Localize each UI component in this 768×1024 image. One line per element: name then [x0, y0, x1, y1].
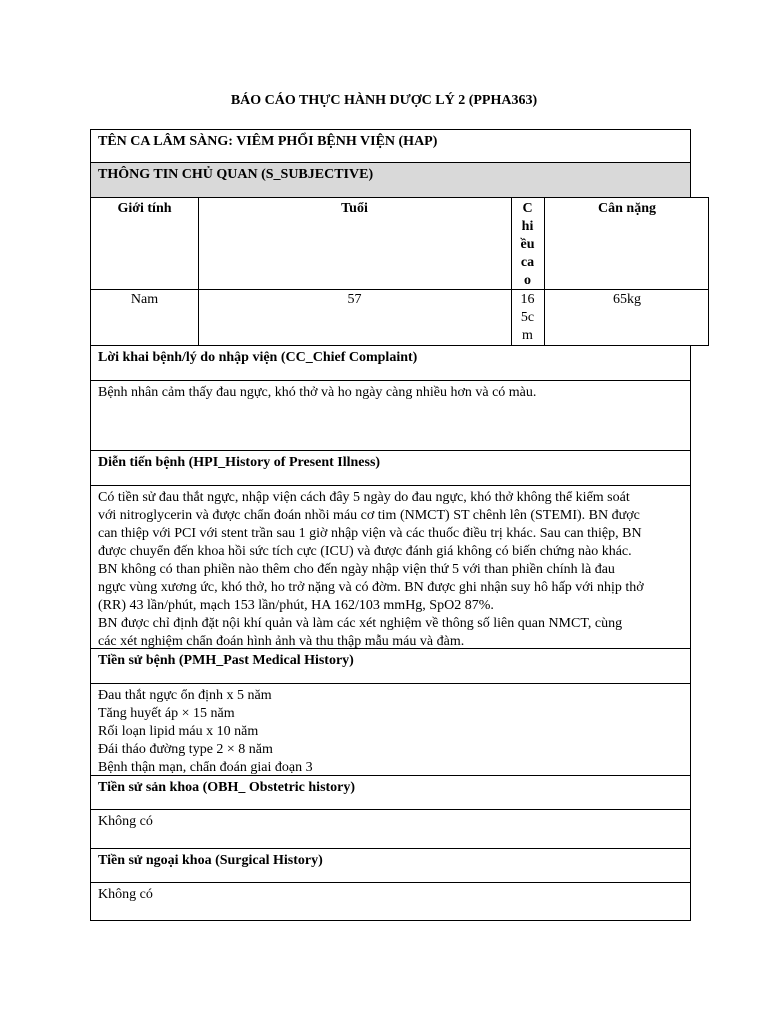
- surgical-header: Tiền sử ngoại khoa (Surgical History): [98, 853, 323, 868]
- value-age: 57: [347, 292, 362, 307]
- row-divider: [91, 289, 708, 290]
- pmh-item: Rối loạn lipid máu x 10 năm: [98, 724, 259, 739]
- column-divider: [198, 198, 199, 345]
- hpi-line: Có tiền sử đau thắt ngực, nhập viện cách đây 5 ngày do đau ngực, khó thở không thể kiểm soát: [98, 490, 630, 505]
- hpi-line: ngực vùng xương ức, khó thở, ho trở nặng và có đờm. BN được ghi nhận suy hô hấp với nhịp thở: [98, 580, 644, 595]
- hpi-line: được chuyển đến khoa hồi sức tích cực (ICU) và được đánh giá không có biến chứng nào khác.: [98, 544, 632, 559]
- hpi-line: (RR) 43 lần/phút, mạch 153 lần/phút, HA 162/103 mmHg, SpO2 87%.: [98, 598, 494, 613]
- header-sex: Giới tính: [117, 201, 172, 216]
- value-weight: 65kg: [613, 292, 641, 307]
- pmh-item: Bệnh thận mạn, chẩn đoán giai đoạn 3: [98, 760, 313, 775]
- header-age: Tuổi: [341, 201, 368, 216]
- value-height-part: 16: [520, 292, 535, 307]
- subjective-header: THÔNG TIN CHỦ QUAN (S_SUBJECTIVE): [98, 167, 374, 182]
- hpi-line: can thiệp với PCI với stent trần sau 1 giờ nhập viện và các thuốc điều trị khác. Sau can thiệp, BN: [98, 526, 642, 541]
- cc-header-row: [90, 346, 691, 381]
- hpi-line: các xét nghiệm chẩn đoán hình ảnh và thu thập mẫu máu và đàm.: [98, 634, 465, 649]
- header-height-part: C: [522, 201, 533, 216]
- hpi-header: Diễn tiến bệnh (HPI_History of Present Illness): [98, 455, 381, 470]
- cc-body: [90, 381, 691, 451]
- cc-header: Lời khai bệnh/lý do nhập viện (CC_Chief Complaint): [98, 350, 418, 365]
- obh-body: [90, 810, 691, 849]
- demographics-table: [90, 197, 709, 346]
- cc-text: Bệnh nhân cảm thấy đau ngực, khó thở và ho ngày càng nhiều hơn và có màu.: [98, 385, 537, 400]
- pmh-header: Tiền sử bệnh (PMH_Past Medical History): [98, 653, 354, 668]
- header-height-part: hi: [521, 219, 534, 234]
- header-height: [511, 200, 544, 290]
- obh-header: Tiền sử sản khoa (OBH_ Obstetric history): [98, 780, 356, 795]
- value-height: [511, 291, 544, 345]
- pmh-item: Đau thắt ngực ổn định x 5 năm: [98, 688, 272, 703]
- header-height-part: ều: [520, 237, 535, 252]
- document-title: BÁO CÁO THỰC HÀNH DƯỢC LÝ 2 (PPHA363): [230, 93, 538, 108]
- surgical-header-row: [90, 849, 691, 883]
- pmh-body: [90, 684, 691, 776]
- value-height-part: m: [522, 328, 533, 343]
- pmh-item: Tăng huyết áp × 15 năm: [98, 706, 235, 721]
- surgical-text: Không có: [98, 887, 153, 902]
- header-height-part: ca: [520, 255, 535, 270]
- value-sex: Nam: [130, 292, 159, 307]
- subjective-header-row: [90, 163, 691, 198]
- case-name-row: [90, 129, 691, 163]
- hpi-line: với nitroglycerin và được chẩn đoán nhồi máu cơ tim (NMCT) ST chênh lên (STEMI). BN được: [98, 508, 640, 523]
- hpi-header-row: [90, 451, 691, 486]
- header-height-part: o: [524, 273, 531, 288]
- obh-text: Không có: [98, 814, 153, 829]
- obh-header-row: [90, 776, 691, 810]
- column-divider: [544, 198, 545, 345]
- case-name: TÊN CA LÂM SÀNG: VIÊM PHỔI BỆNH VIỆN (HAP): [98, 134, 438, 149]
- value-height-part: 5c: [520, 310, 535, 325]
- hpi-line: BN không có than phiền nào thêm cho đến ngày nhập viện thứ 5 với than phiền chính là đau: [98, 562, 615, 577]
- hpi-line: BN được chỉ định đặt nội khí quản và làm các xét nghiệm về thông số liên quan NMCT, cùng: [98, 616, 623, 631]
- surgical-body: [90, 883, 691, 921]
- hpi-body: [90, 486, 691, 649]
- pmh-item: Đái tháo đường type 2 × 8 năm: [98, 742, 273, 757]
- header-weight: Cân nặng: [598, 201, 656, 216]
- pmh-header-row: [90, 649, 691, 684]
